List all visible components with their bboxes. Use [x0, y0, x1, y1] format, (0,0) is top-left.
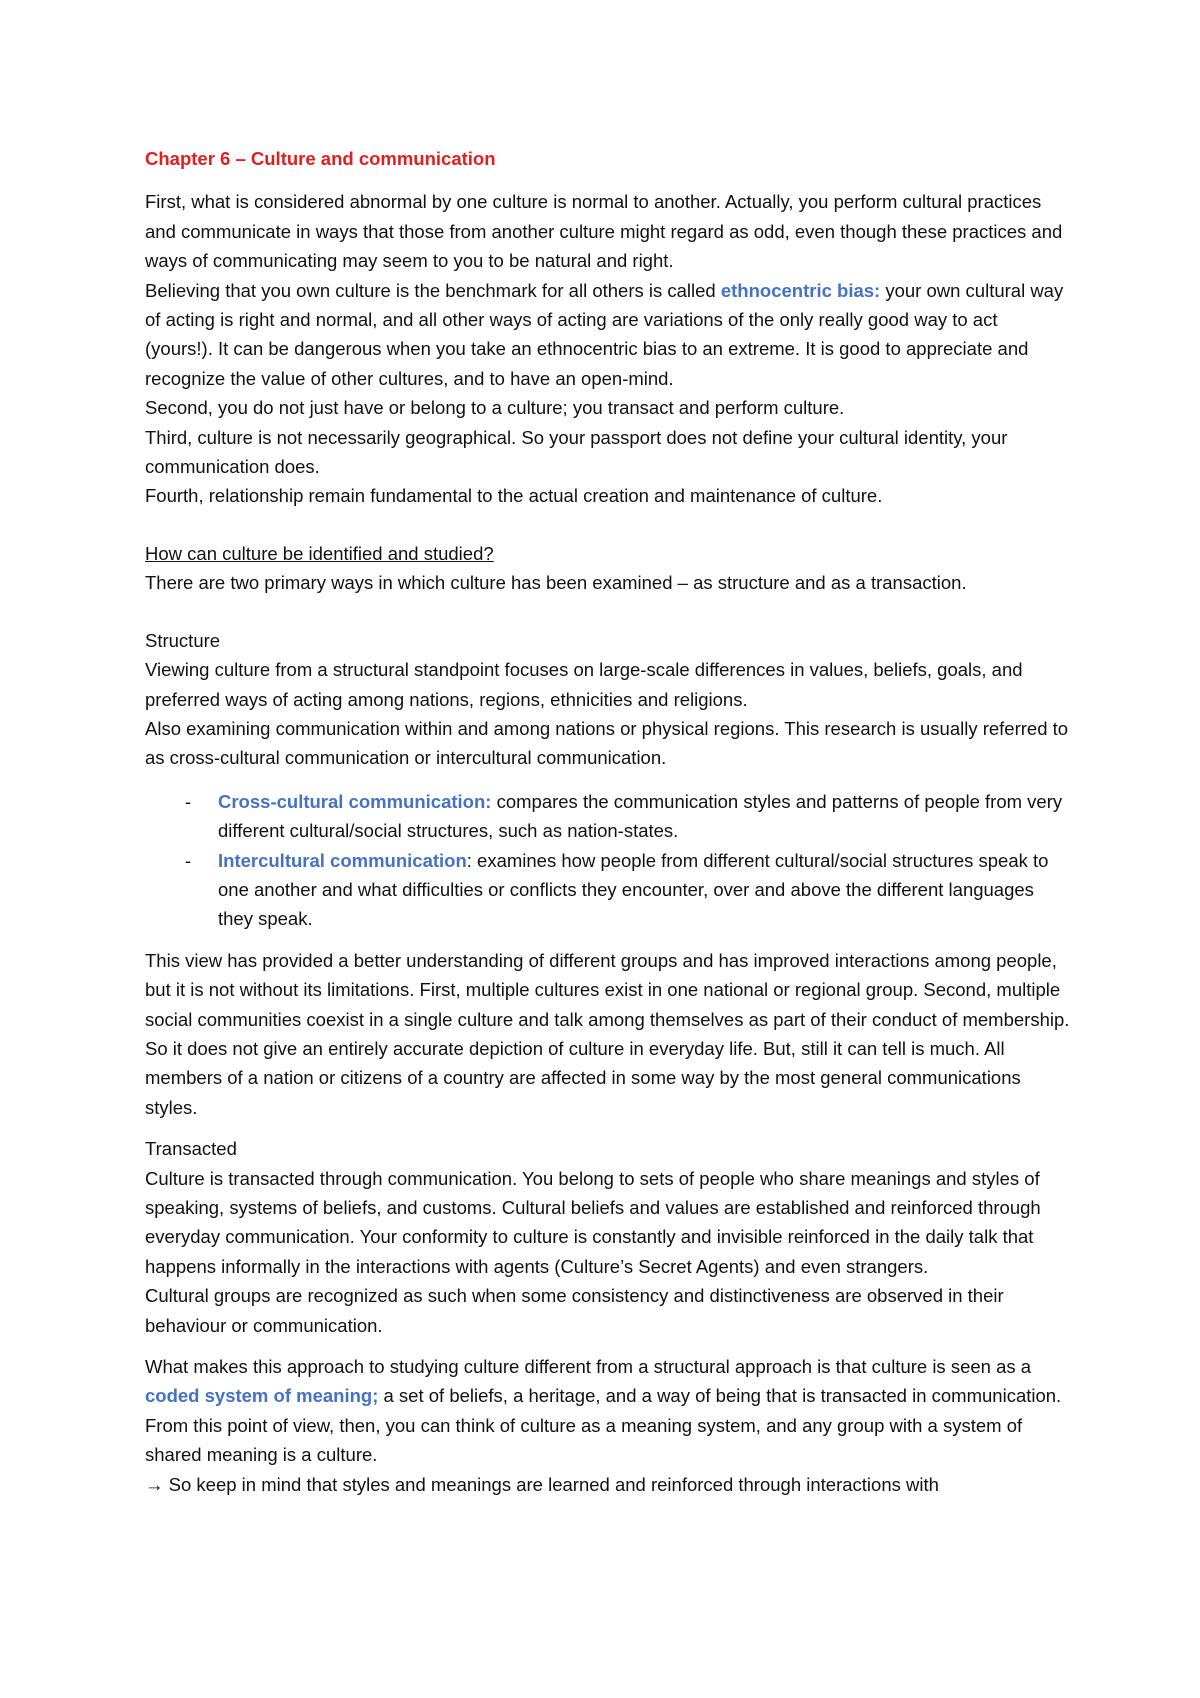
transacted-text-before: What makes this approach to studying culture different from a structural approach is that culture is seen as a	[145, 1356, 1032, 1378]
study-paragraph: There are two primary ways in which culture has been examined – as structure and as a transaction.	[145, 572, 967, 594]
bullet-dash: -	[185, 790, 192, 812]
bullet-text: compares the communication styles and patterns of people from very different cultural/social structures, such as nation-states.	[218, 790, 1063, 842]
transacted-paragraph-2: Cultural groups are recognized as such when some consistency and distinctiveness are observed in their behaviour or communication.	[145, 1285, 1004, 1336]
term-coded-system-of-meaning: coded system of meaning;	[145, 1385, 379, 1407]
bullet-intercultural	[145, 846, 1070, 934]
bullet-cross-cultural	[145, 787, 1070, 846]
structure-paragraph-1: Viewing culture from a structural standpoint focuses on large-scale differences in values, beliefs, goals, and preferred ways of acting among nations, regions, ethnicities and religions.	[145, 659, 1023, 710]
intro-text-before: Believing that you own culture is the benchmark for all others is called	[145, 279, 721, 301]
transacted-paragraph-4	[145, 1470, 1070, 1499]
structure-paragraph-2: Also examining communication within and among nations or physical regions. This research is usually referred to as cross-cultural communication or intercultural communication.	[145, 717, 1069, 769]
intro-paragraph-fourth: Fourth, relationship remain fundamental to the actual creation and maintenance of culture.	[145, 485, 883, 507]
transacted-heading: Transacted	[145, 1138, 237, 1160]
intro-text-after: your own cultural way of acting is right and normal, and all other ways of acting are variations of the only really good way to act (yours!). It can be dangerous when you take an ethnocentric bias to an extreme. It is good to appreciate and recognize the value of other cultures, and to have an open-mind.	[145, 279, 1064, 389]
document-page	[145, 144, 1070, 1499]
bullet-dash: -	[185, 849, 192, 871]
transacted-text-after: a set of beliefs, a heritage, and a way of being that is transacted in communication. From this point of view, then, you can think of culture as a meaning system, and any group with a system of shared meaning is a culture.	[145, 1385, 1062, 1466]
arrow-icon: →	[145, 1473, 164, 1495]
structure-heading: Structure	[145, 629, 221, 651]
transacted-arrow-text: So keep in mind that styles and meanings are learned and reinforced through interactions with	[163, 1473, 939, 1495]
transacted-paragraph-3	[145, 1352, 1070, 1470]
study-heading: How can culture be identified and studied?	[145, 542, 494, 564]
term-intercultural-communication: Intercultural communication	[218, 849, 467, 871]
bullet-text: : examines how people from different cultural/social structures speak to one another and what difficulties or conflicts they encounter, over and above the different languages they speak.	[218, 849, 1049, 930]
structure-bullet-list	[145, 787, 1070, 934]
term-cross-cultural-communication: Cross-cultural communication:	[218, 790, 492, 812]
term-ethnocentric-bias: ethnocentric bias:	[720, 279, 881, 301]
intro-paragraph-second: Second, you do not just have or belong to a culture; you transact and perform culture.	[145, 397, 845, 419]
intro-paragraph-ethnocentric	[145, 276, 1070, 394]
structure-paragraph-3: This view has provided a better understanding of different groups and has improved interactions among people, but it is not without its limitations. First, multiple cultures exist in one national or regional group. Second, multiple social communities coexist in a single culture and talk among themselves as part of their conduct of membership. So it does not give an entirely accurate depiction of culture in everyday life. But, still it can tell is much. All members of a nation or citizens of a country are affected in some way by the most general communications styles.	[145, 949, 1070, 1118]
chapter-title: Chapter 6 – Culture and communication	[145, 148, 496, 169]
intro-paragraph-first: First, what is considered abnormal by one culture is normal to another. Actually, you perform cultural practices and communicate in ways that those from another culture might regard as odd, even though these practices and ways of communicating may seem to you to be natural and right.	[145, 191, 1063, 272]
intro-paragraph-third: Third, culture is not necessarily geographical. So your passport does not define your cultural identity, your communication does.	[145, 426, 1008, 478]
transacted-paragraph-1: Culture is transacted through communication. You belong to sets of people who share meanings and styles of speaking, systems of beliefs, and customs. Cultural beliefs and values are established and reinforced through everyday communication. Your conformity to culture is constantly and invisible reinforced in the daily talk that happens informally in the interactions with agents (Culture’s Secret Agents) and even strangers.	[145, 1167, 1041, 1277]
